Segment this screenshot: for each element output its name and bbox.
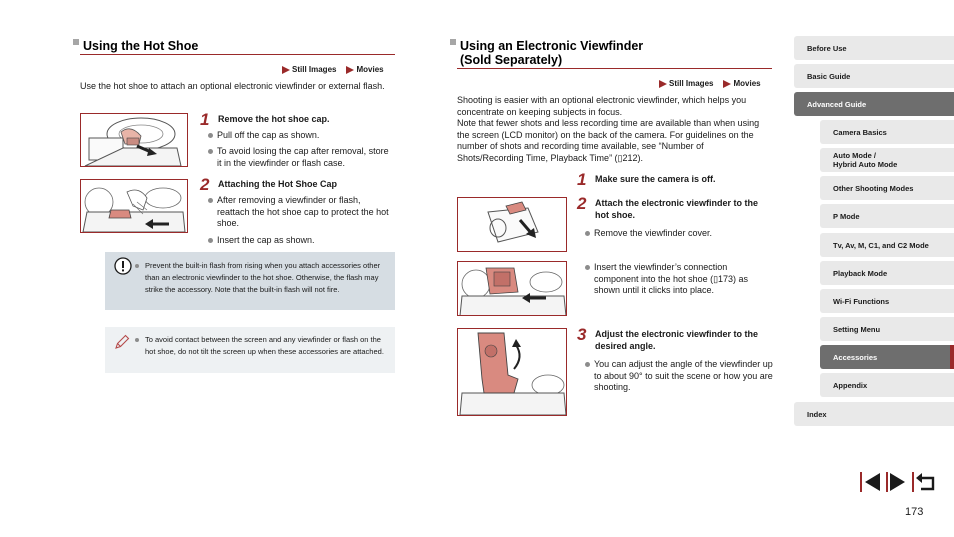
nav-setting-menu[interactable]: Setting Menu xyxy=(820,317,954,341)
nav-accessories[interactable]: Accessories xyxy=(820,345,954,369)
prev-page-button[interactable] xyxy=(859,471,883,493)
step-1-title: Remove the hot shoe cap. xyxy=(218,114,330,124)
vf-step-1-title: Make sure the camera is off. xyxy=(595,174,716,184)
hot-shoe-title-rule xyxy=(80,54,395,55)
note-box xyxy=(105,327,395,373)
vf-step-3-number: 3 xyxy=(577,325,587,344)
vf-step-1-number: 1 xyxy=(577,170,587,189)
nav-advanced-guide[interactable]: Advanced Guide xyxy=(794,92,954,116)
nav-index[interactable]: Index xyxy=(794,402,954,426)
nav-tv-av-m-mode[interactable]: Tv, Av, M, C1, and C2 Mode xyxy=(820,233,954,257)
viewfinder-attach-illustration xyxy=(458,262,567,316)
viewfinder-title-line-1: Using an Electronic Viewfinder xyxy=(460,39,644,53)
pencil-icon xyxy=(113,333,131,351)
section-marker-icon xyxy=(450,39,456,45)
viewfinder-insert-image xyxy=(457,261,567,316)
nav-other-shooting-modes[interactable]: Other Shooting Modes xyxy=(820,176,954,200)
viewfinder-modes xyxy=(659,79,761,88)
nav-auto-mode[interactable]: Auto Mode / Hybrid Auto Mode xyxy=(820,148,954,172)
triangle-icon xyxy=(723,80,731,88)
step-2-bullet-1: After removing a viewfinder or flash, reattach the hot shoe cap to protect the hot shoe. xyxy=(208,195,393,230)
step-2-title: Attaching the Hot Shoe Cap xyxy=(218,179,337,189)
caution-icon xyxy=(114,257,132,275)
nav-camera-basics[interactable]: Camera Basics xyxy=(820,120,954,144)
hot-shoe-intro: Use the hot shoe to attach an optional electronic viewfinder or external flash. xyxy=(80,81,385,91)
hot-shoe-modes xyxy=(282,65,384,74)
hot-shoe-title xyxy=(83,39,198,53)
viewfinder-title-rule xyxy=(457,68,772,69)
nav-appendix[interactable]: Appendix xyxy=(820,373,954,397)
viewfinder-angle-image xyxy=(457,328,567,416)
hot-shoe-cap-attach-image xyxy=(80,179,188,233)
page-number: 173 xyxy=(905,506,924,518)
return-arrow-icon xyxy=(911,471,937,493)
triangle-icon xyxy=(659,80,667,88)
mode-still-images: Still Images xyxy=(282,65,336,74)
step-1-bullet-1: Pull off the cap as shown. xyxy=(208,130,393,142)
nav-playback-mode[interactable]: Playback Mode xyxy=(820,261,954,285)
viewfinder-illustration xyxy=(458,198,567,252)
mode-movies: Movies xyxy=(723,79,760,88)
step-2-bullet-2: Insert the cap as shown. xyxy=(208,235,393,247)
nav-before-use[interactable]: Before Use xyxy=(794,36,954,60)
mode-still-images: Still Images xyxy=(659,79,713,88)
step-1-number: 1 xyxy=(200,110,210,129)
return-button[interactable] xyxy=(911,471,937,493)
step-1-bullet-2: To avoid losing the cap after removal, store it in the viewfinder or flash case. xyxy=(208,146,393,169)
note-text: To avoid contact between the screen and any viewfinder or flash on the hot shoe, do not tilt the screen up when these accessories are attached. xyxy=(145,334,387,358)
camera-illustration xyxy=(81,180,188,233)
step-2-number: 2 xyxy=(200,175,210,194)
triangle-icon xyxy=(282,66,290,74)
hot-shoe-title-text: Using the Hot Shoe xyxy=(83,39,199,53)
vf-step-3-bullet-1: You can adjust the angle of the viewfinder up to about 90° to suit the scene or how you are shooting. xyxy=(585,359,773,394)
vf-step-2-bullet-2: Insert the viewfinder’s connection component into the hot shoe (▯173) as shown until it clicks into place. xyxy=(585,262,773,297)
hot-shoe-cap-removal-image xyxy=(80,113,188,167)
next-page-button[interactable] xyxy=(885,471,909,493)
vf-step-2-bullet-1: Remove the viewfinder cover. xyxy=(585,228,773,240)
nav-p-mode[interactable]: P Mode xyxy=(820,204,954,228)
next-arrow-icon xyxy=(885,471,909,493)
triangle-icon xyxy=(346,66,354,74)
nav-wifi-functions[interactable]: Wi-Fi Functions xyxy=(820,289,954,313)
caution-text: Prevent the built-in flash from rising when you attach accessories other than an electronic viewfinder to the hot shoe. Otherwise, the flash may strike the accessory. Note that the built-in flash will not fire. xyxy=(145,260,387,296)
viewfinder-title xyxy=(460,39,643,67)
prev-arrow-icon xyxy=(859,471,883,493)
nav-basic-guide[interactable]: Basic Guide xyxy=(794,64,954,88)
viewfinder-intro: Shooting is easier with an optional electronic viewfinder, which helps you concentrate on keeping subjects in focus. Note that fewer shots and less recording time are available than when using the screen (LCD monitor) on the back of the camera. For guidelines on the number of shots and recording time available, see “Number of Shots/Recording Time, Playback Time” (▯212). xyxy=(457,95,760,163)
vf-step-2-title: Attach the electronic viewfinder to the hot shoe. xyxy=(595,198,759,220)
caution-box xyxy=(105,252,395,310)
viewfinder-title-line-2: (Sold Separately) xyxy=(460,53,563,67)
vf-step-2-number: 2 xyxy=(577,194,587,213)
section-marker-icon xyxy=(73,39,79,45)
viewfinder-tilt-illustration xyxy=(458,329,567,416)
vf-step-3-title: Adjust the electronic viewfinder to the desired angle. xyxy=(595,329,759,351)
viewfinder-cover-image xyxy=(457,197,567,252)
camera-illustration xyxy=(81,114,188,167)
mode-movies: Movies xyxy=(346,65,383,74)
